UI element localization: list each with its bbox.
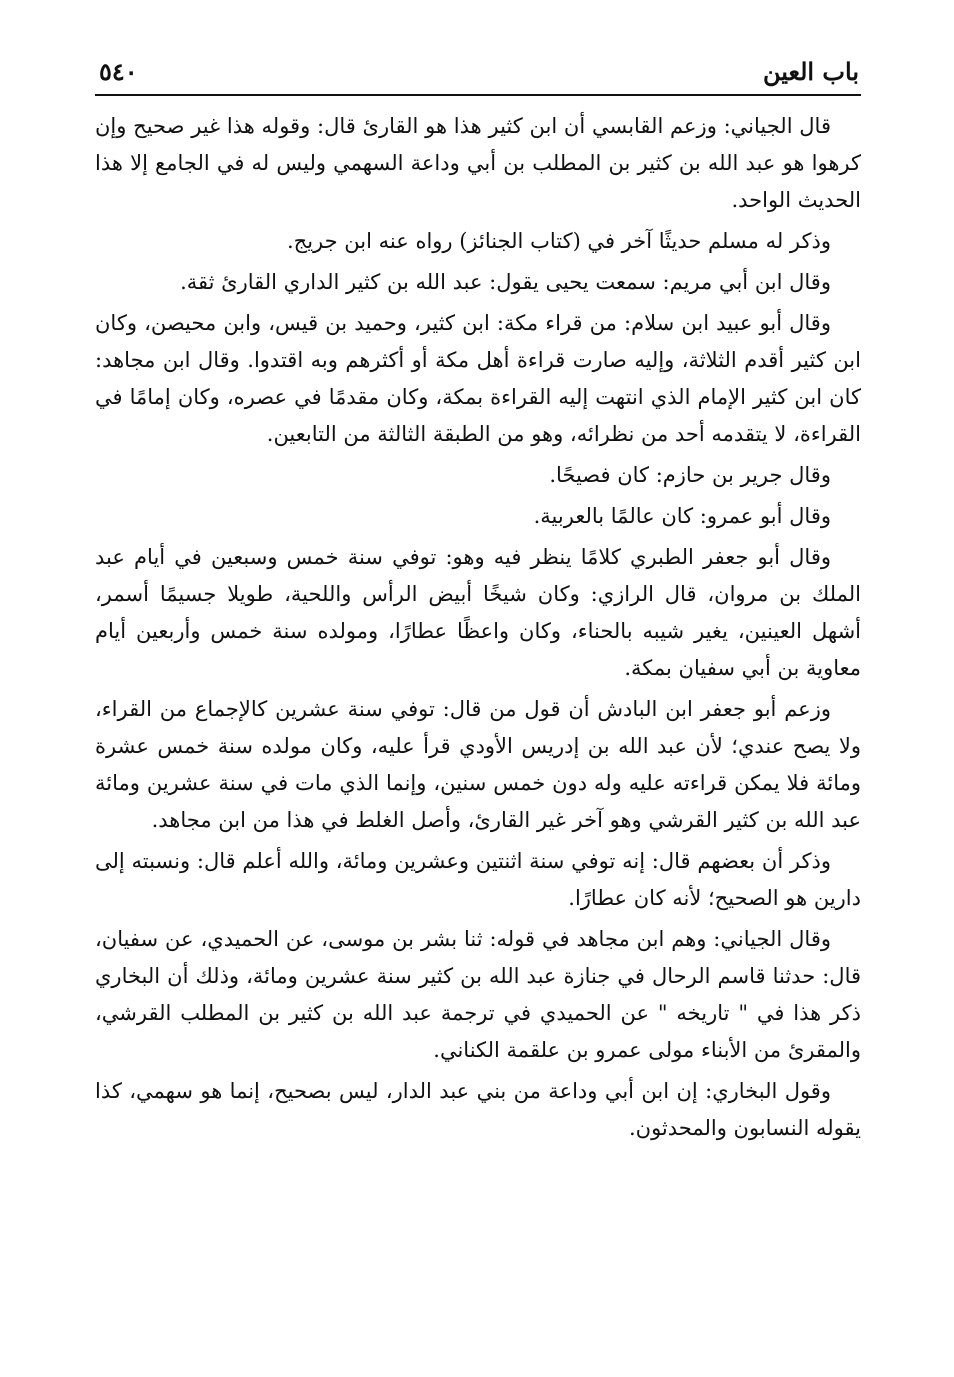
section-title: باب العين xyxy=(762,57,859,86)
paragraph: وذكر له مسلم حديثًا آخر في (كتاب الجنائز) رواه عنه ابن جريج. xyxy=(286,229,831,253)
paragraph: وقال أبو عبيد ابن سلام: من قراء مكة: ابن كثير، وحميد بن قيس، وابن محيصن، وكان ابن كثير أقدم الثلاثة، وإليه صارت قراءة أهل مكة أو أكثرهم وبه اقتدوا. وقال ابن مجاهد: كان ابن كثير الإمام الذي انتهت إليه القراءة بمكة، وكان مقدمًا في عصره، وكان إمامًا في القراءة، لا يتقدمه أحد من نظرائه، وهو من الطبقة الثالثة من التابعين. xyxy=(95,311,861,446)
paragraph: وذكر أن بعضهم قال: إنه توفي سنة اثنتين وعشرين ومائة، والله أعلم قال: ونسبته إلى دارين هو الصحيح؛ لأنه كان عطارًا. xyxy=(95,849,861,910)
page-body xyxy=(95,108,861,1151)
page-header xyxy=(95,54,859,90)
paragraph: وقال ابن أبي مريم: سمعت يحيى يقول: عبد الله بن كثير الداري القارئ ثقة. xyxy=(180,270,831,294)
paragraph: وزعم أبو جعفر ابن البادش أن قول من قال: توفي سنة عشرين كالإجماع من القراء، ولا يصح عندي؛ لأن عبد الله بن إدريس الأودي قرأ عليه، وكان مولده سنة خمس عشرة ومائة فلا يمكن قراءته عليه وله دون خمس سنين، وإنما الذي مات في سنة عشرين ومائة عبد الله بن كثير القرشي وهو آخر غير القارئ، وأصل الغلط في هذا من ابن مجاهد. xyxy=(95,697,861,832)
paragraph: وقال الجياني: وهم ابن مجاهد في قوله: ثنا بشر بن موسى، عن الحميدي، عن سفيان، قال: حدثنا قاسم الرحال في جنازة عبد الله بن كثير سنة عشرين ومائة، وذلك أن البخاري ذكر هذا في " تاريخه " عن الحميدي في ترجمة عبد الله بن كثير بن المطلب القرشي، والمقرئ من الأبناء مولى عمرو بن علقمة الكناني. xyxy=(95,927,861,1062)
paragraph: وقال أبو جعفر الطبري كلامًا ينظر فيه وهو: توفي سنة خمس وسبعين في أيام عبد الملك بن مروان، قال الرازي: وكان شيخًا أبيض الرأس واللحية، طويلا جسيمًا أسمر، أشهل العينين، يغير شيبه بالحناء، وكان واعظًا عطارًا، ومولده سنة خمس وأربعين أيام معاوية بن أبي سفيان بمكة. xyxy=(95,545,861,680)
header-divider xyxy=(95,94,861,96)
paragraph: وقال أبو عمرو: كان عالمًا بالعربية. xyxy=(533,504,831,528)
paragraph: وقول البخاري: إن ابن أبي وداعة من بني عبد الدار، ليس بصحيح، إنما هو سهمي، كذا يقوله النسابون والمحدثون. xyxy=(95,1079,861,1140)
paragraph: قال الجياني: وزعم القابسي أن ابن كثير هذا هو القارئ قال: وقوله هذا غير صحيح وإن كرهوا هو عبد الله بن كثير بن المطلب بن أبي وداعة السهمي وليس له في الجامع إلا هذا الحديث الواحد. xyxy=(95,114,861,212)
paragraph: وقال جرير بن حازم: كان فصيحًا. xyxy=(549,463,831,487)
page-number: ٥٤٠ xyxy=(99,57,138,86)
